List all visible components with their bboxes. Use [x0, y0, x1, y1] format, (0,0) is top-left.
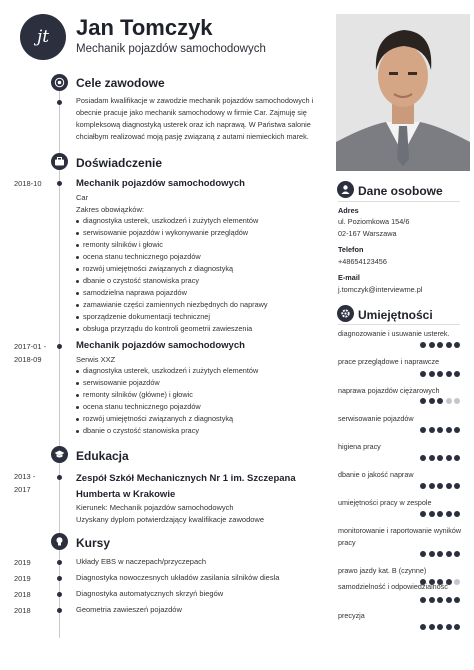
profile-photo [336, 14, 470, 171]
timeline-dot [57, 608, 62, 613]
job-title: Mechanik pojazdów samochodowych [76, 178, 245, 189]
rating-dot-filled [446, 597, 452, 603]
address-line: 02-167 Warszawa [338, 229, 397, 238]
timeline-dot [57, 100, 62, 105]
rating-dot-filled [420, 371, 426, 377]
rating-dot-filled [446, 511, 452, 517]
rating-dot-filled [429, 551, 435, 557]
timeline-dot [57, 592, 62, 597]
email-label: E-mail [338, 273, 360, 282]
job-duties-list [76, 215, 268, 335]
goals-line: kompleksową diagnostyką usterek oraz ich naprawą. W Państwa salonie [76, 120, 311, 129]
skill-name: prawo jazdy kat. B (czynne) [338, 566, 427, 575]
rating-dot-filled [437, 624, 443, 630]
job-company: Car [76, 193, 89, 202]
rating-dot-filled [437, 455, 443, 461]
rating-dot-filled [454, 483, 460, 489]
profile-photo-illustration [336, 14, 470, 171]
list-item: diagnostyka usterek, uszkodzeń i zużytych elementów [76, 215, 268, 227]
rating-dot-filled [446, 427, 452, 433]
rating-dot-filled [437, 597, 443, 603]
course-year: 2018 [14, 590, 31, 599]
divider [338, 324, 460, 325]
section-title-personal: Dane osobowe [358, 184, 443, 198]
skill-name: precyzja [338, 611, 365, 620]
target-icon [51, 74, 68, 91]
list-item: serwisowanie pojazdów i wykonywanie przeglądów [76, 227, 268, 239]
rating-dot-filled [420, 597, 426, 603]
skill-rating [420, 551, 460, 557]
rating-dot-filled [446, 551, 452, 557]
list-item: diagnostyka usterek, uszkodzeń i zużytych elementów [76, 365, 258, 377]
rating-dot-filled [429, 398, 435, 404]
course-name: Geometria zawieszeń pojazdów [76, 605, 182, 614]
rating-dot-filled [437, 511, 443, 517]
job-duties-label: Zakres obowiązków: [76, 205, 144, 214]
skill-name: diagnozowanie i usuwanie usterek. [338, 329, 450, 338]
skill-rating [420, 342, 460, 348]
rating-dot-filled [420, 427, 426, 433]
list-item: ocena stanu technicznego pojazdów [76, 251, 268, 263]
rating-dot-empty [454, 398, 460, 404]
lightbulb-icon [51, 533, 68, 550]
rating-dot-filled [429, 455, 435, 461]
email-value: j.tomczyk@interviewme.pl [338, 285, 423, 294]
rating-dot-filled [446, 624, 452, 630]
skill-name: prace przeglądowe i naprawcze [338, 357, 440, 366]
rating-dot-filled [420, 483, 426, 489]
job-date [14, 177, 42, 190]
rating-dot-filled [446, 371, 452, 377]
skill-name: naprawa pojazdów ciężarowych [338, 386, 440, 395]
rating-dot-filled [446, 342, 452, 348]
job-date-end: 2018-09 [14, 355, 42, 364]
list-item: obsługa przyrządu do kontroli geometrii zawieszenia [76, 323, 268, 335]
list-item: sporządzenie dokumentacji technicznej [76, 311, 268, 323]
job-company: Serwis XXZ [76, 355, 116, 364]
section-title-education: Edukacja [76, 449, 129, 463]
skill-name: samodzielność i odpowiedzialność [338, 582, 448, 591]
course-name: Diagnostyka nowoczesnych układów zasilania silników diesla [76, 573, 280, 582]
list-item: ocena stanu technicznego pojazdów [76, 401, 258, 413]
list-item: serwisowanie pojazdów [76, 377, 258, 389]
rating-dot-filled [429, 597, 435, 603]
skill-rating [420, 511, 460, 517]
skill-name: higiena pracy [338, 442, 381, 451]
course-name: Diagnostyka automatycznych skrzyń biegów [76, 589, 224, 598]
section-title-courses: Kursy [76, 536, 111, 550]
rating-dot-filled [437, 398, 443, 404]
list-item: remonty silników (główne) i głowic [76, 389, 258, 401]
rating-dot-filled [454, 371, 460, 377]
rating-dot-filled [429, 511, 435, 517]
skill-rating [420, 427, 460, 433]
course-year: 2019 [14, 558, 31, 567]
gear-icon [337, 305, 354, 322]
rating-dot-filled [446, 483, 452, 489]
list-item: zamawianie części zamiennych niezbędnych do naprawy [76, 299, 268, 311]
school-name: Zespół Szkół Mechanicznych Nr 1 im. Szczepana Humberta w Krakowie [76, 473, 296, 500]
list-item: samodzielna naprawa pojazdów [76, 287, 268, 299]
education-date-end: 2017 [14, 485, 31, 494]
rating-dot-empty [446, 398, 452, 404]
section-title-goals: Cele zawodowe [76, 76, 165, 90]
rating-dot-filled [454, 551, 460, 557]
job-duties-list [76, 365, 258, 437]
rating-dot-filled [420, 455, 426, 461]
job-title: Mechanik pojazdów samochodowych [76, 340, 245, 351]
rating-dot-filled [454, 342, 460, 348]
education-date [14, 470, 35, 496]
job-date-start: 2018-10 [14, 179, 42, 188]
timeline-dot [57, 475, 62, 480]
rating-dot-filled [429, 371, 435, 377]
briefcase-icon [51, 153, 68, 170]
skill-rating [420, 371, 460, 377]
rating-dot-filled [420, 511, 426, 517]
monogram-badge [20, 14, 66, 60]
course-year: 2019 [14, 574, 31, 583]
address-line: ul. Poziomkowa 154/6 [338, 217, 410, 226]
list-item: rozwój umiejętności związanych z diagnostyką [76, 263, 268, 275]
skill-name: umiejętności pracy w zespole [338, 498, 432, 507]
rating-dot-filled [429, 427, 435, 433]
candidate-role: Mechanik pojazdów samochodowych [76, 43, 266, 55]
candidate-name: Jan Tomczyk [76, 15, 213, 40]
rating-dot-filled [420, 398, 426, 404]
phone-label: Telefon [338, 245, 364, 254]
goals-line: obecnie pracuje jako mechanik samochodowy w firmie Car. Zajmuję się [76, 108, 307, 117]
timeline-dot [57, 344, 62, 349]
timeline-dot [57, 560, 62, 565]
rating-dot-filled [437, 427, 443, 433]
phone-value: +48654123456 [338, 257, 387, 266]
job-date [14, 340, 46, 366]
address-label: Adres [338, 206, 359, 215]
education-field: Kierunek: Mechanik pojazdów samochodowych [76, 503, 234, 512]
list-item: dbanie o czystość stanowiska pracy [76, 425, 258, 437]
goals-line: chciałbym realizować moją pasję związaną z autami niemieckich marek. [76, 132, 309, 141]
list-item: rozwój umiejętności związanych z diagnostyką [76, 413, 258, 425]
address-value [338, 216, 409, 240]
rating-dot-filled [420, 551, 426, 557]
education-date-start: 2013 - [14, 472, 36, 481]
list-item: remonty silników i głowic [76, 239, 268, 251]
graduation-cap-icon [51, 446, 68, 463]
monogram-text: jt [36, 27, 50, 47]
section-title-experience: Doświadczenie [76, 156, 163, 170]
rating-dot-filled [420, 342, 426, 348]
goals-paragraph [76, 95, 326, 143]
rating-dot-filled [437, 342, 443, 348]
course-year: 2018 [14, 606, 31, 615]
skill-name: dbanie o jakość napraw [338, 470, 414, 479]
rating-dot-filled [420, 624, 426, 630]
course-name: Układy EBS w naczepach/przyczepach [76, 557, 207, 566]
rating-dot-filled [437, 371, 443, 377]
rating-dot-filled [429, 624, 435, 630]
rating-dot-filled [429, 342, 435, 348]
skill-name: serwisowanie pojazdów [338, 414, 414, 423]
rating-dot-filled [454, 427, 460, 433]
rating-dot-filled [429, 483, 435, 489]
skill-rating [420, 455, 460, 461]
person-icon [337, 181, 354, 198]
education-diploma: Uzyskany dyplom potwierdzający kwalifikacje zawodowe [76, 515, 264, 524]
rating-dot-filled [454, 455, 460, 461]
list-item: dbanie o czystość stanowiska pracy [76, 275, 268, 287]
rating-dot-filled [454, 624, 460, 630]
section-title-skills: Umiejętności [358, 308, 433, 322]
skill-rating [420, 624, 460, 630]
skill-rating [420, 483, 460, 489]
job-date-start: 2017-01 - [14, 342, 47, 351]
skill-rating [420, 398, 460, 404]
skill-name: monitorowanie i raportowanie wyników pracy [338, 526, 462, 547]
timeline-dot [57, 576, 62, 581]
divider [338, 201, 460, 202]
timeline-dot [57, 181, 62, 186]
rating-dot-filled [437, 483, 443, 489]
rating-dot-filled [446, 455, 452, 461]
goals-line: Posiadam kwalifikacje w zawodzie mechanik pojazdów samochodowych i [76, 96, 314, 105]
rating-dot-filled [437, 551, 443, 557]
rating-dot-filled [454, 597, 460, 603]
rating-dot-filled [454, 511, 460, 517]
skill-rating [420, 597, 460, 603]
